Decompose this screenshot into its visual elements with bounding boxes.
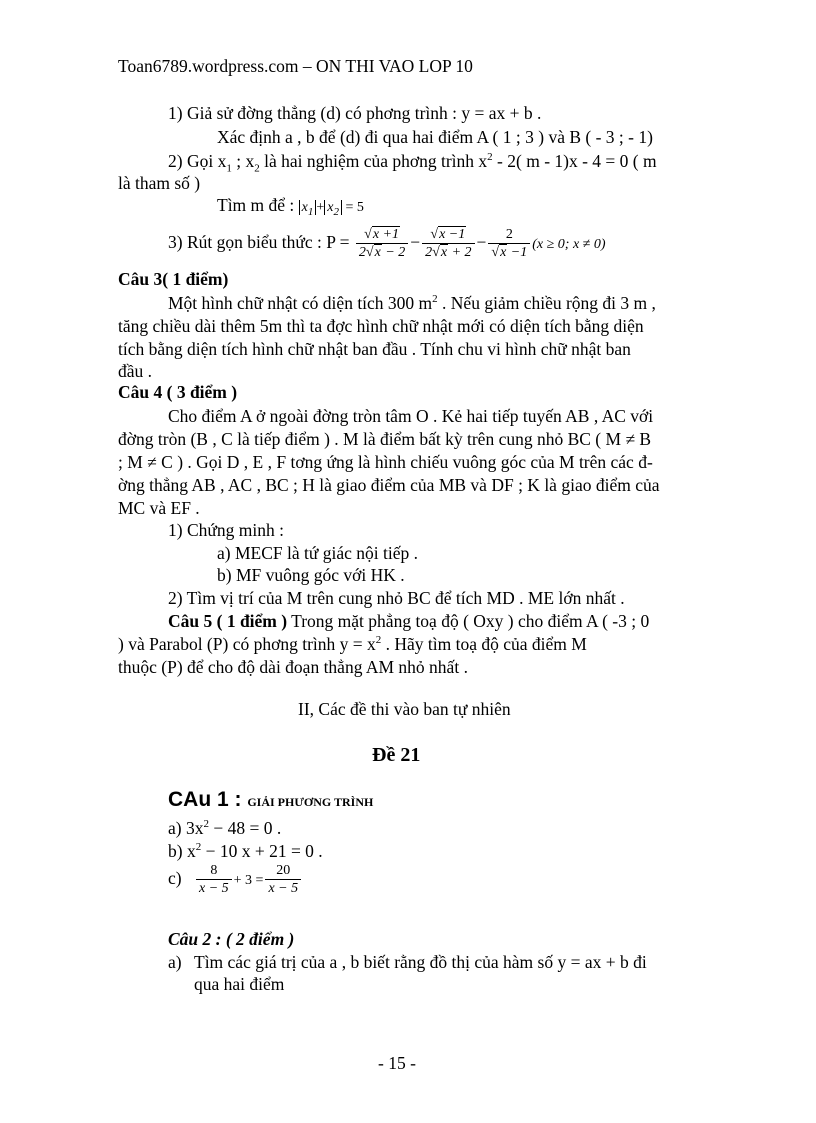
q2-part2-line2: là tham số ): [118, 173, 201, 193]
text: - 2( m - 1)x - 4 = 0 ( m: [492, 151, 657, 171]
q2-part1-line2: Xác định a , b để (d) đi qua hai điểm A ( 1 ; 3 ) và B ( - 3 ; - 1): [217, 127, 653, 147]
superscript: 2: [195, 841, 202, 854]
plus: +: [316, 200, 325, 215]
page-number: - 15 -: [378, 1053, 416, 1073]
coef: 2: [425, 245, 433, 261]
condition: (x ≥ 0; x ≠ 0): [532, 237, 606, 252]
var: x: [301, 200, 308, 215]
text: − 2: [381, 245, 406, 261]
q4-line3: ; M ≠ C ) . Gọi D , E , F tơng ứng là hình chiếu vuông góc của M trên các đ-: [118, 452, 653, 472]
fraction-2: $\frac{√x -1}{2√x + 2}$: [422, 226, 474, 261]
c1-c: [168, 858, 303, 901]
text: ; x: [231, 151, 255, 171]
q5-title: Câu 5 ( 1 điểm ): [168, 611, 288, 631]
q2-part3: 3) Rút gọn biểu thức : P = $\frac{√x +1}{2√x - 2}$ − $\frac{√x -1}{2√x + 2}$ − $\frac{2}{√x -1}$ (x ≥ 0; x ≠ 0): [168, 227, 606, 261]
numerator: x −1: [439, 227, 466, 243]
q2-part1-line1: 1) Giả sử đờng thẳng (d) có phơng trình : y = ax + b .: [168, 103, 542, 123]
radicand: x: [374, 245, 381, 261]
fraction-3: $\frac{2}{√x -1}$: [488, 226, 530, 261]
text: −1: [507, 245, 528, 261]
q3-title: Câu 3( 1 điểm): [118, 269, 229, 289]
label: b): [168, 841, 187, 861]
text: là hai nghiệm của phơng trình x: [259, 151, 488, 171]
var: x: [327, 200, 334, 215]
text: − 48 = 0 .: [208, 818, 282, 838]
q4-part-b: b) MF vuông góc với HK .: [217, 565, 405, 585]
text: − 10 x + 21 = 0 .: [201, 841, 323, 861]
q2-part2-find: [217, 194, 364, 219]
c1-title: [168, 789, 373, 813]
q4-line2: đờng tròn (B , C là tiếp điểm ) . M là điểm bất kỳ trên cung nhỏ BC ( M ≠ B: [118, 429, 652, 449]
q4-part-a: a) MECF là tứ giác nội tiếp .: [217, 543, 418, 563]
numerator: 20: [265, 862, 301, 880]
denominator: x − 5: [268, 881, 299, 897]
c1-a: [168, 817, 281, 839]
text: x: [186, 841, 196, 861]
abs-x1: [299, 200, 317, 218]
c2-a-line2: qua hai điểm: [194, 974, 285, 994]
coef: 2: [358, 245, 366, 261]
superscript: 2: [487, 151, 493, 164]
q3-line3: tích bằng diện tích hình chữ nhật ban đầu . Tính chu vi hình chữ nhật ban: [118, 339, 631, 359]
radicand: x: [500, 245, 507, 261]
c2-a-line1: Tìm các giá trị của a , b biết rằng đồ thị của hàm số y = ax + b đi: [194, 952, 647, 972]
q2-part2-line1: [168, 150, 657, 175]
q3-line4: đầu .: [118, 361, 153, 381]
numerator: 2: [488, 226, 530, 244]
q3-line1: [168, 292, 656, 314]
text: Tìm m để :: [217, 195, 299, 215]
c2-title: Câu 2 : ( 2 điểm ): [168, 929, 295, 949]
text: + 3 =: [233, 873, 264, 888]
text: Một hình chữ nhật có diện tích 300 m: [168, 293, 433, 313]
section-title: II, Các đề thi vào ban tự nhiên: [298, 699, 511, 719]
text: Trong mặt phẳng toạ độ ( Oxy ) cho điểm A ( -3 ; 0: [287, 611, 650, 631]
text: ) và Parabol (P) có phơng trình y = x: [118, 634, 376, 654]
q4-line5: MC và EF .: [118, 498, 200, 518]
abs-x2: [324, 200, 342, 218]
page-header: Toan6789.wordpress.com – ON THI VAO LOP 10: [118, 56, 473, 76]
label: a): [168, 818, 186, 838]
text: + 2: [448, 245, 472, 261]
c2-a-label: a): [168, 952, 182, 972]
q4-title: Câu 4 ( 3 điểm ): [118, 382, 238, 402]
q4-part-2: 2) Tìm vị trí của M trên cung nhỏ BC để tích MD . ME lớn nhất .: [168, 588, 625, 608]
subscript: 2: [333, 205, 339, 218]
c1-c-fraction-1: [196, 862, 232, 897]
numerator: 8: [196, 862, 232, 880]
q5-line3: thuộc (P) để cho độ dài đoạn thẳng AM nhỏ nhất .: [118, 657, 468, 677]
c1-title-small: GIẢI PHƯƠNG TRÌNH: [247, 795, 374, 809]
fraction-1: $\frac{√x +1}{2√x - 2}$: [356, 226, 408, 261]
subscript: 2: [254, 162, 260, 175]
superscript: 2: [203, 818, 209, 831]
q4-line1: Cho điểm A ở ngoài đờng tròn tâm O . Kẻ hai tiếp tuyến AB , AC với: [168, 406, 654, 426]
text: = 5: [342, 200, 364, 215]
text: . Hãy tìm toạ độ của điểm M: [381, 634, 587, 654]
c1-c-fraction-2: [265, 862, 301, 897]
subscript: 1: [307, 205, 314, 218]
exam-title: Đề 21: [372, 744, 421, 766]
c1-title-big: CAu 1 :: [168, 788, 248, 811]
q5-line2: [118, 633, 587, 655]
subscript: 1: [226, 162, 232, 175]
text: 3) Rút gọn biểu thức : P =: [168, 232, 354, 252]
q5-line1: [168, 610, 649, 632]
q4-line4: ờng thẳng AB , AC , BC ; H là giao điểm của MB và DF ; K là giao điểm của: [118, 475, 660, 495]
superscript: 2: [432, 293, 438, 306]
text: . Nếu giảm chiều rộng đi 3 m ,: [437, 293, 656, 313]
q3-line2: tăng chiều dài thêm 5m thì ta đợc hình chữ nhật mới có diện tích bằng diện: [118, 316, 644, 336]
radicand: x: [440, 245, 448, 261]
label: c): [168, 868, 182, 888]
q4-prove: 1) Chứng minh :: [168, 520, 284, 540]
text: 2) Gọi x: [168, 151, 227, 171]
superscript: 2: [375, 634, 382, 647]
text: 3x: [185, 818, 204, 838]
denominator: x − 5: [198, 881, 229, 897]
numerator: x +1: [372, 227, 400, 243]
